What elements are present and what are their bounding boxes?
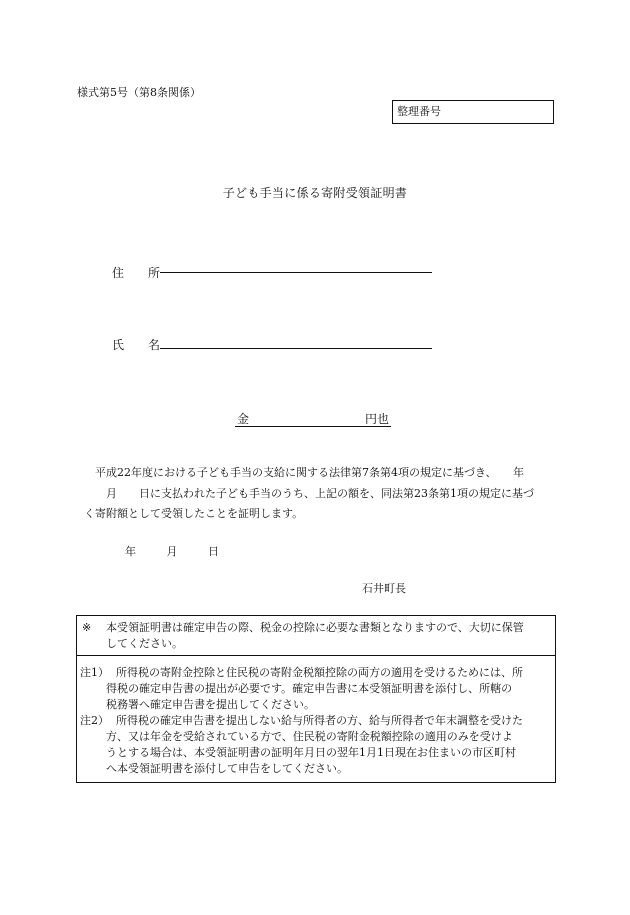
note-line: 得税の確定申告書の提出が必要です。確定申告書に本受領証明書を添付し、所轄の (106, 682, 513, 695)
note-line: 所得税の寄附金控除と住民税の寄附金税額控除の両方の適用を受けるためには、所 (116, 666, 523, 679)
date-month-label: 月 (166, 545, 178, 558)
certification-line: く寄附額として受領したことを証明します。 (84, 507, 304, 520)
issuer-name: 石井町長 (362, 582, 406, 595)
certification-line: 月 日に支払われた子ども手当のうち、上記の額を、同法第23条第1項の規定に基づ (84, 486, 534, 500)
certification-text (84, 463, 552, 525)
note-line: 税務署へ確定申告書を提出してください。 (106, 698, 315, 711)
reference-number-label: 整理番号 (397, 105, 441, 118)
name-field[interactable] (160, 348, 432, 349)
reference-number-box[interactable] (392, 100, 554, 124)
amount-suffix: 円也 (364, 412, 389, 426)
notice-mark: ※ (82, 621, 92, 634)
address-label: 住 所 (112, 266, 167, 280)
form-code: 様式第5号（第8条関係） (77, 86, 201, 99)
note-label: 注1） (80, 666, 109, 679)
note-line: うとする場合は、本受領証明書の証明年月日の翌年1月1日現在お住まいの市区町村 (106, 746, 516, 759)
date-day-label: 日 (208, 545, 219, 558)
certification-line: 平成22年度における子ども手当の支給に関する法律第7条第4項の規定に基づき、 年 (84, 466, 525, 479)
notice-line: 本受領証明書は確定申告の際、税金の控除に必要な書類となりますので、大切に保管 (106, 621, 524, 634)
amount-prefix: 金 (237, 412, 250, 426)
address-field[interactable] (160, 272, 432, 273)
document-title: 子ども手当に係る寄附受領証明書 (222, 186, 408, 200)
notice-line: してください。 (106, 637, 183, 650)
note-label: 注2） (80, 714, 109, 727)
notice-divider (76, 655, 556, 656)
note-line: 所得税の確定申告書を提出しない給与所得者の方、給与所得者で年末調整を受けた (116, 714, 523, 727)
date-year-label: 年 (125, 545, 136, 558)
amount-field[interactable] (235, 410, 391, 427)
note-line: 方、又は年金を受給されている方で、住民税の寄附金税額控除の適用のみを受けよ (106, 730, 513, 743)
name-label: 氏 名 (112, 338, 167, 352)
issue-date (125, 543, 246, 559)
note-line: へ本受領証明書を添付して申告をしてください。 (106, 762, 348, 775)
